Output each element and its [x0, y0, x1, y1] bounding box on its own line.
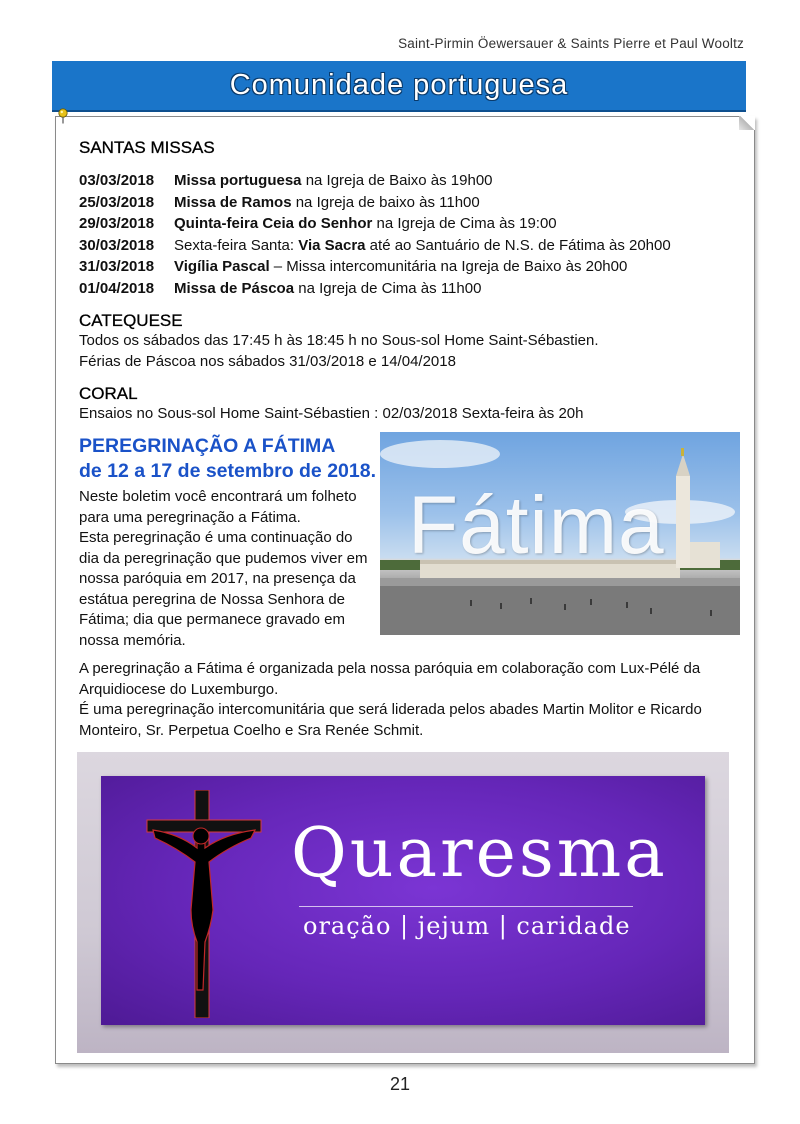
fatima-more-line: É uma peregrinação intercomunitária que será liderada pelos abades Martin Molitor e Ricardo — [79, 701, 702, 718]
mass-detail: até ao Santuário de N.S. de Fátima às 20h00 — [365, 236, 671, 254]
mass-row — [79, 170, 739, 192]
mass-row — [79, 278, 739, 300]
fatima-title-line: de 12 a 17 de setembro de 2018. — [79, 460, 376, 482]
fatima-more-line: A peregrinação a Fátima é organizada pela nossa paróquia em colaboração com Lux-Pélé da — [79, 660, 701, 677]
fatima-body — [79, 487, 379, 651]
mass-event: Missa de Páscoa — [174, 279, 295, 297]
page-number: 21 — [389, 1074, 411, 1094]
mass-row — [79, 235, 739, 257]
sanctuary-photo — [380, 432, 740, 635]
section-title: Comunidade portuguesa — [229, 69, 569, 101]
mass-row — [79, 256, 739, 278]
crucifix-icon — [139, 790, 269, 1018]
mass-prefix: Sexta-feira Santa: — [174, 236, 299, 254]
mass-date: 30/03/2018 — [79, 236, 155, 254]
mass-detail: na Igreja de Baixo às 19h00 — [301, 172, 493, 189]
coral-section — [79, 384, 739, 425]
mass-schedule — [79, 170, 739, 299]
fatima-body-line: Fátima; dia que permanece gravado em — [79, 611, 345, 628]
fatima-photo-caption: Fátima — [408, 480, 665, 571]
fatima-body-line: para uma peregrinação a Fátima. — [79, 508, 301, 526]
mass-detail: na Igreja de Cima às 11h00 — [294, 279, 482, 297]
mass-date: 29/03/2018 — [79, 215, 155, 232]
mass-detail: na Igreja de Cima às 19:00 — [372, 215, 557, 232]
mass-detail: – Missa intercomunitária na Igreja de Baixo às 20h00 — [269, 258, 628, 275]
mass-date: 01/04/2018 — [79, 279, 155, 297]
mass-event: Via Sacra — [298, 236, 366, 254]
mass-event: Missa portuguesa — [174, 172, 302, 189]
fatima-body-line: Esta peregrinação é uma continuação do — [79, 529, 353, 546]
catequese-heading: CATEQUESE — [79, 311, 183, 330]
mass-event: Quinta-feira Ceia do Senhor — [174, 215, 373, 232]
catequese-line: Todos os sábados das 17:45 h às 18:45 h no Sous-sol Home Saint-Sébastien. — [79, 332, 599, 349]
fatima-more — [79, 659, 739, 741]
quaresma-divider — [299, 906, 633, 907]
quaresma-image — [77, 752, 729, 1053]
catequese-line: Férias de Páscoa nos sábados 31/03/2018 e 14/04/2018 — [79, 352, 456, 370]
mass-row — [79, 192, 739, 214]
running-header: Saint-Pirmin Öewersauer & Saints Pierre et Paul Wooltz — [398, 36, 744, 51]
mass-row — [79, 213, 739, 235]
main-content — [79, 138, 739, 425]
fatima-body-line: nossa memória. — [79, 631, 186, 649]
pushpin-icon — [57, 108, 69, 124]
fatima-body-line: Neste boletim você encontrará um folheto — [79, 488, 357, 505]
fatima-title-line: PEREGRINAÇÃO A FÁTIMA — [79, 435, 336, 457]
mass-detail: na Igreja de baixo às 11h00 — [291, 193, 480, 211]
mass-date: 03/03/2018 — [79, 172, 155, 189]
fatima-title — [79, 434, 376, 484]
mass-event: Vigília Pascal — [174, 258, 270, 275]
mass-date: 31/03/2018 — [79, 258, 155, 275]
quaresma-banner — [101, 776, 705, 1025]
fatima-body-line: estátua peregrina de Nossa Senhora de — [79, 590, 346, 608]
santas-missas-heading: SANTAS MISSAS — [79, 138, 215, 157]
fatima-more-line: Arquidiocese do Luxemburgo. — [79, 680, 279, 698]
quaresma-subtitle: oração | jejum | caridade — [303, 912, 631, 940]
fatima-body-line: dia da peregrinação que pudemos viver em — [79, 549, 368, 567]
page-curl-icon — [739, 116, 755, 130]
mass-date: 25/03/2018 — [79, 193, 155, 211]
fatima-body-line: nossa paróquia em 2017, na presença da — [79, 570, 356, 587]
fatima-more-line: Monteiro, Sr. Perpetua Coelho e Sra Renée Schmit. — [79, 721, 424, 739]
catequese-section — [79, 311, 739, 372]
quaresma-title: Quaresma — [291, 814, 668, 893]
section-title-bar — [52, 61, 746, 112]
coral-line: Ensaios no Sous-sol Home Saint-Sébastien : 02/03/2018 Sexta-feira às 20h — [79, 405, 584, 422]
coral-heading: CORAL — [79, 384, 138, 403]
mass-event: Missa de Ramos — [174, 193, 292, 211]
